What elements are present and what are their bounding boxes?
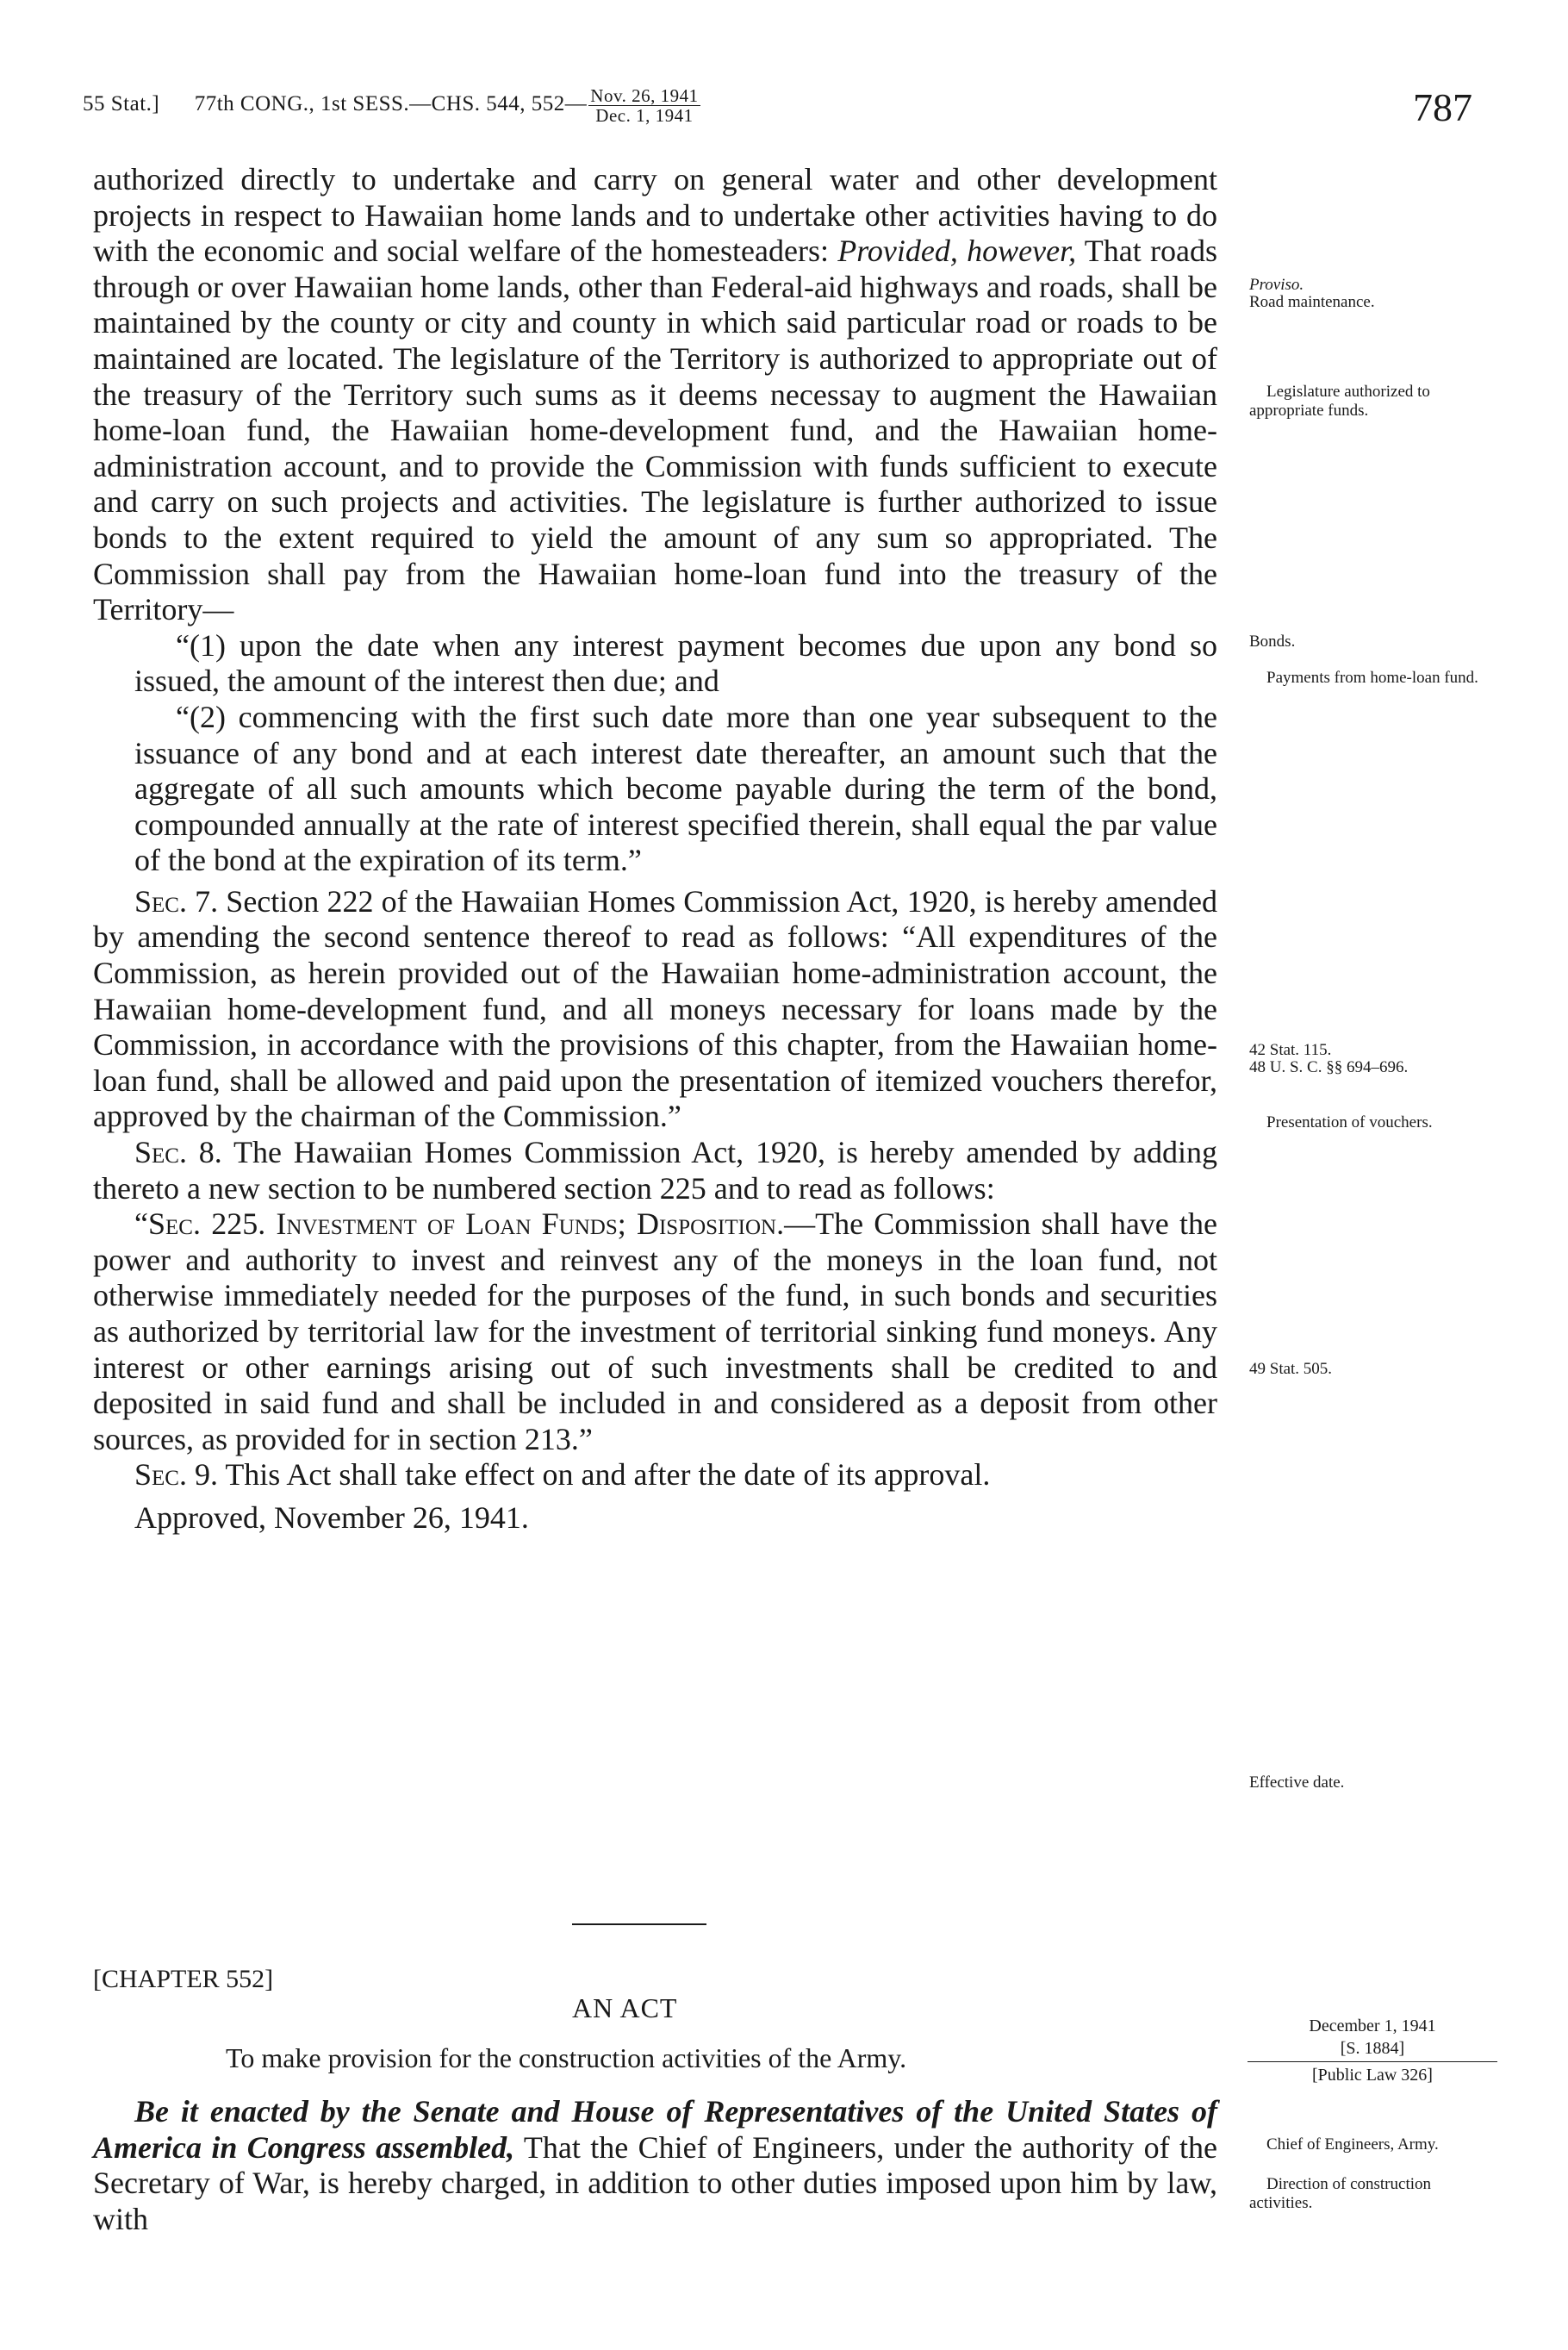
section-8-text: The Hawaiian Homes Commission Act, 1920, is hereby amended by adding thereto a new section to be numbered section 225 and to read as follows: xyxy=(93,1135,1217,1206)
margin-note-stat-ref: 42 Stat. 115. xyxy=(1249,1041,1332,1059)
header-dates xyxy=(588,86,700,125)
main-text-column xyxy=(93,162,1217,1537)
margin-note-legislature xyxy=(1249,383,1490,421)
section-225-label: “Sec. 225. Investment of Loan Funds; Disposition. xyxy=(134,1206,785,1242)
margin-note-effective: Effective date. xyxy=(1249,1773,1345,1792)
enacting-clause xyxy=(93,2094,1217,2237)
chapter-number: [CHAPTER 552] xyxy=(93,1965,274,1993)
running-header xyxy=(83,86,700,125)
chapter-divider xyxy=(572,1923,706,1925)
an-act-heading: AN ACT xyxy=(572,1992,678,2023)
margin-note-payments xyxy=(1249,669,1490,688)
section-8 xyxy=(93,1135,1217,1206)
enacting-text: That the Chief of Engineers, under the authority of the Secretary of War, is hereby charged, in addition to other duties imposed upon him by law, with xyxy=(93,2129,1217,2236)
margin-note-road-maintenance: Road maintenance. xyxy=(1249,293,1375,311)
section-7-label: Sec. 7. xyxy=(134,883,219,919)
paragraph-text-rest: That roads through or over Hawaiian home lands, other than Federal-aid highways and roads, shall be maintained by the county or city and county in which said particular road or roads to be maintained are located. The legislature of the Territory is authorized to appropriate out of the treasury of the Territory such sums as it deems necessay to augment the Hawaiian home-loan fund, the Hawaiian home-development fund, and the Hawaiian home-administration account, and to provide the Commission with funds sufficient to execute and carry on such projects and activities. The legislature is further authorized to issue bonds to the extent required to yield the amount of any sum so appropriated. The Commission shall pay from the Hawaiian home-loan fund into the treasury of the Territory— xyxy=(93,234,1217,627)
margin-note-stat-ref-2: 49 Stat. 505. xyxy=(1249,1360,1333,1378)
section-9-text: This Act shall take effect on and after the date of its approval. xyxy=(217,1457,991,1493)
enactment-date-block xyxy=(1248,2015,1497,2086)
congress-chapters: 77th CONG., 1st SESS.—CHS. 544, 552— xyxy=(194,92,588,116)
section-9 xyxy=(93,1457,1217,1493)
quoted-clause-2: “(2) commencing with the first such date more than one year subsequent to the issuance of any bond and at each interest date thereafter, an amount such that the aggregate of all such amounts which become payable during the term of the bond, compounded annually at the rate of interest specified therein, shall equal the par value of the bond at the expiration of its term.” xyxy=(134,699,1217,878)
paragraph-continued xyxy=(93,162,1217,628)
margin-note-usc-ref: 48 U. S. C. §§ 694–696. xyxy=(1249,1058,1409,1076)
stat-volume: 55 Stat.] xyxy=(83,92,160,116)
margin-note-bonds: Bonds. xyxy=(1249,633,1296,651)
margin-note-payments-text: Payments from home-loan fund. xyxy=(1266,669,1478,687)
margin-note-chief xyxy=(1249,2135,1490,2154)
margin-note-chief-text: Chief of Engineers, Army. xyxy=(1266,2135,1439,2154)
quoted-clause-1: “(1) upon the date when any interest payment becomes due upon any bond so issued, the amount of the interest then due; and xyxy=(134,627,1217,699)
section-225-text: —The Commission shall have the power and authority to invest and reinvest any of the moneys in the loan fund, not otherwise immediately needed for the purposes of the fund, in such bonds and securities as authorized by territorial law for the investment of territorial sinking fund moneys. Any interest or other earnings arising out of such investments shall be credited to and deposited in said fund and shall be included in and considered as a deposit from other sources, as provided for in section 213.” xyxy=(93,1206,1217,1456)
margin-note-direction xyxy=(1249,2175,1490,2213)
margin-note-proviso: Proviso. xyxy=(1249,276,1304,294)
section-9-label: Sec. 9. xyxy=(134,1457,218,1493)
enacting-paragraph xyxy=(93,2094,1217,2237)
senate-bill: [S. 1884] xyxy=(1340,2039,1405,2058)
page-number: 787 xyxy=(1413,85,1472,129)
section-7 xyxy=(93,884,1217,1135)
margin-note-direction-text: Direction of construction activities. xyxy=(1249,2175,1432,2212)
act-title: To make provision for the construction activities of the Army. xyxy=(226,2042,907,2073)
paragraph-text: authorized directly to undertake and carry on general water and other development projects in respect to Hawaiian home lands and to undertake other activities having to do with the economic and social welfare of the homesteaders: xyxy=(93,162,1217,269)
margin-note-presentation-text: Presentation of vouchers. xyxy=(1266,1113,1433,1131)
margin-note-legislature-text: Legislature authorized to appropriate funds. xyxy=(1249,383,1430,420)
public-law-number: [Public Law 326] xyxy=(1248,2061,1497,2086)
header-date-bottom: Dec. 1, 1941 xyxy=(595,105,694,126)
approval-line: Approved, November 26, 1941. xyxy=(134,1499,529,1535)
header-date-top: Nov. 26, 1941 xyxy=(590,85,699,106)
proviso-italic: Provided, however, xyxy=(837,234,1077,269)
enactment-date: December 1, 1941 xyxy=(1309,2017,1436,2035)
margin-note-presentation xyxy=(1249,1113,1490,1132)
section-225 xyxy=(93,1206,1217,1457)
section-8-label: Sec. 8. xyxy=(134,1135,222,1170)
enacting-formula: Be it enacted by the Senate and House of Representatives of the United States of America in Congress assembled, xyxy=(93,2094,1217,2165)
section-7-text: Section 222 of the Hawaiian Homes Commission Act, 1920, is hereby amended by amending the second sentence thereof to read as follows: “All expenditures of the Commission, as herein provided out of the Hawaiian home-administration account, the Hawaiian home-development fund, and all moneys necessary for loans made by the Commission, in accordance with the provisions of this chapter, from the Hawaiian home-loan fund, shall be allowed and paid upon the presentation of itemized vouchers therefor, approved by the chairman of the Commission.” xyxy=(93,883,1217,1134)
